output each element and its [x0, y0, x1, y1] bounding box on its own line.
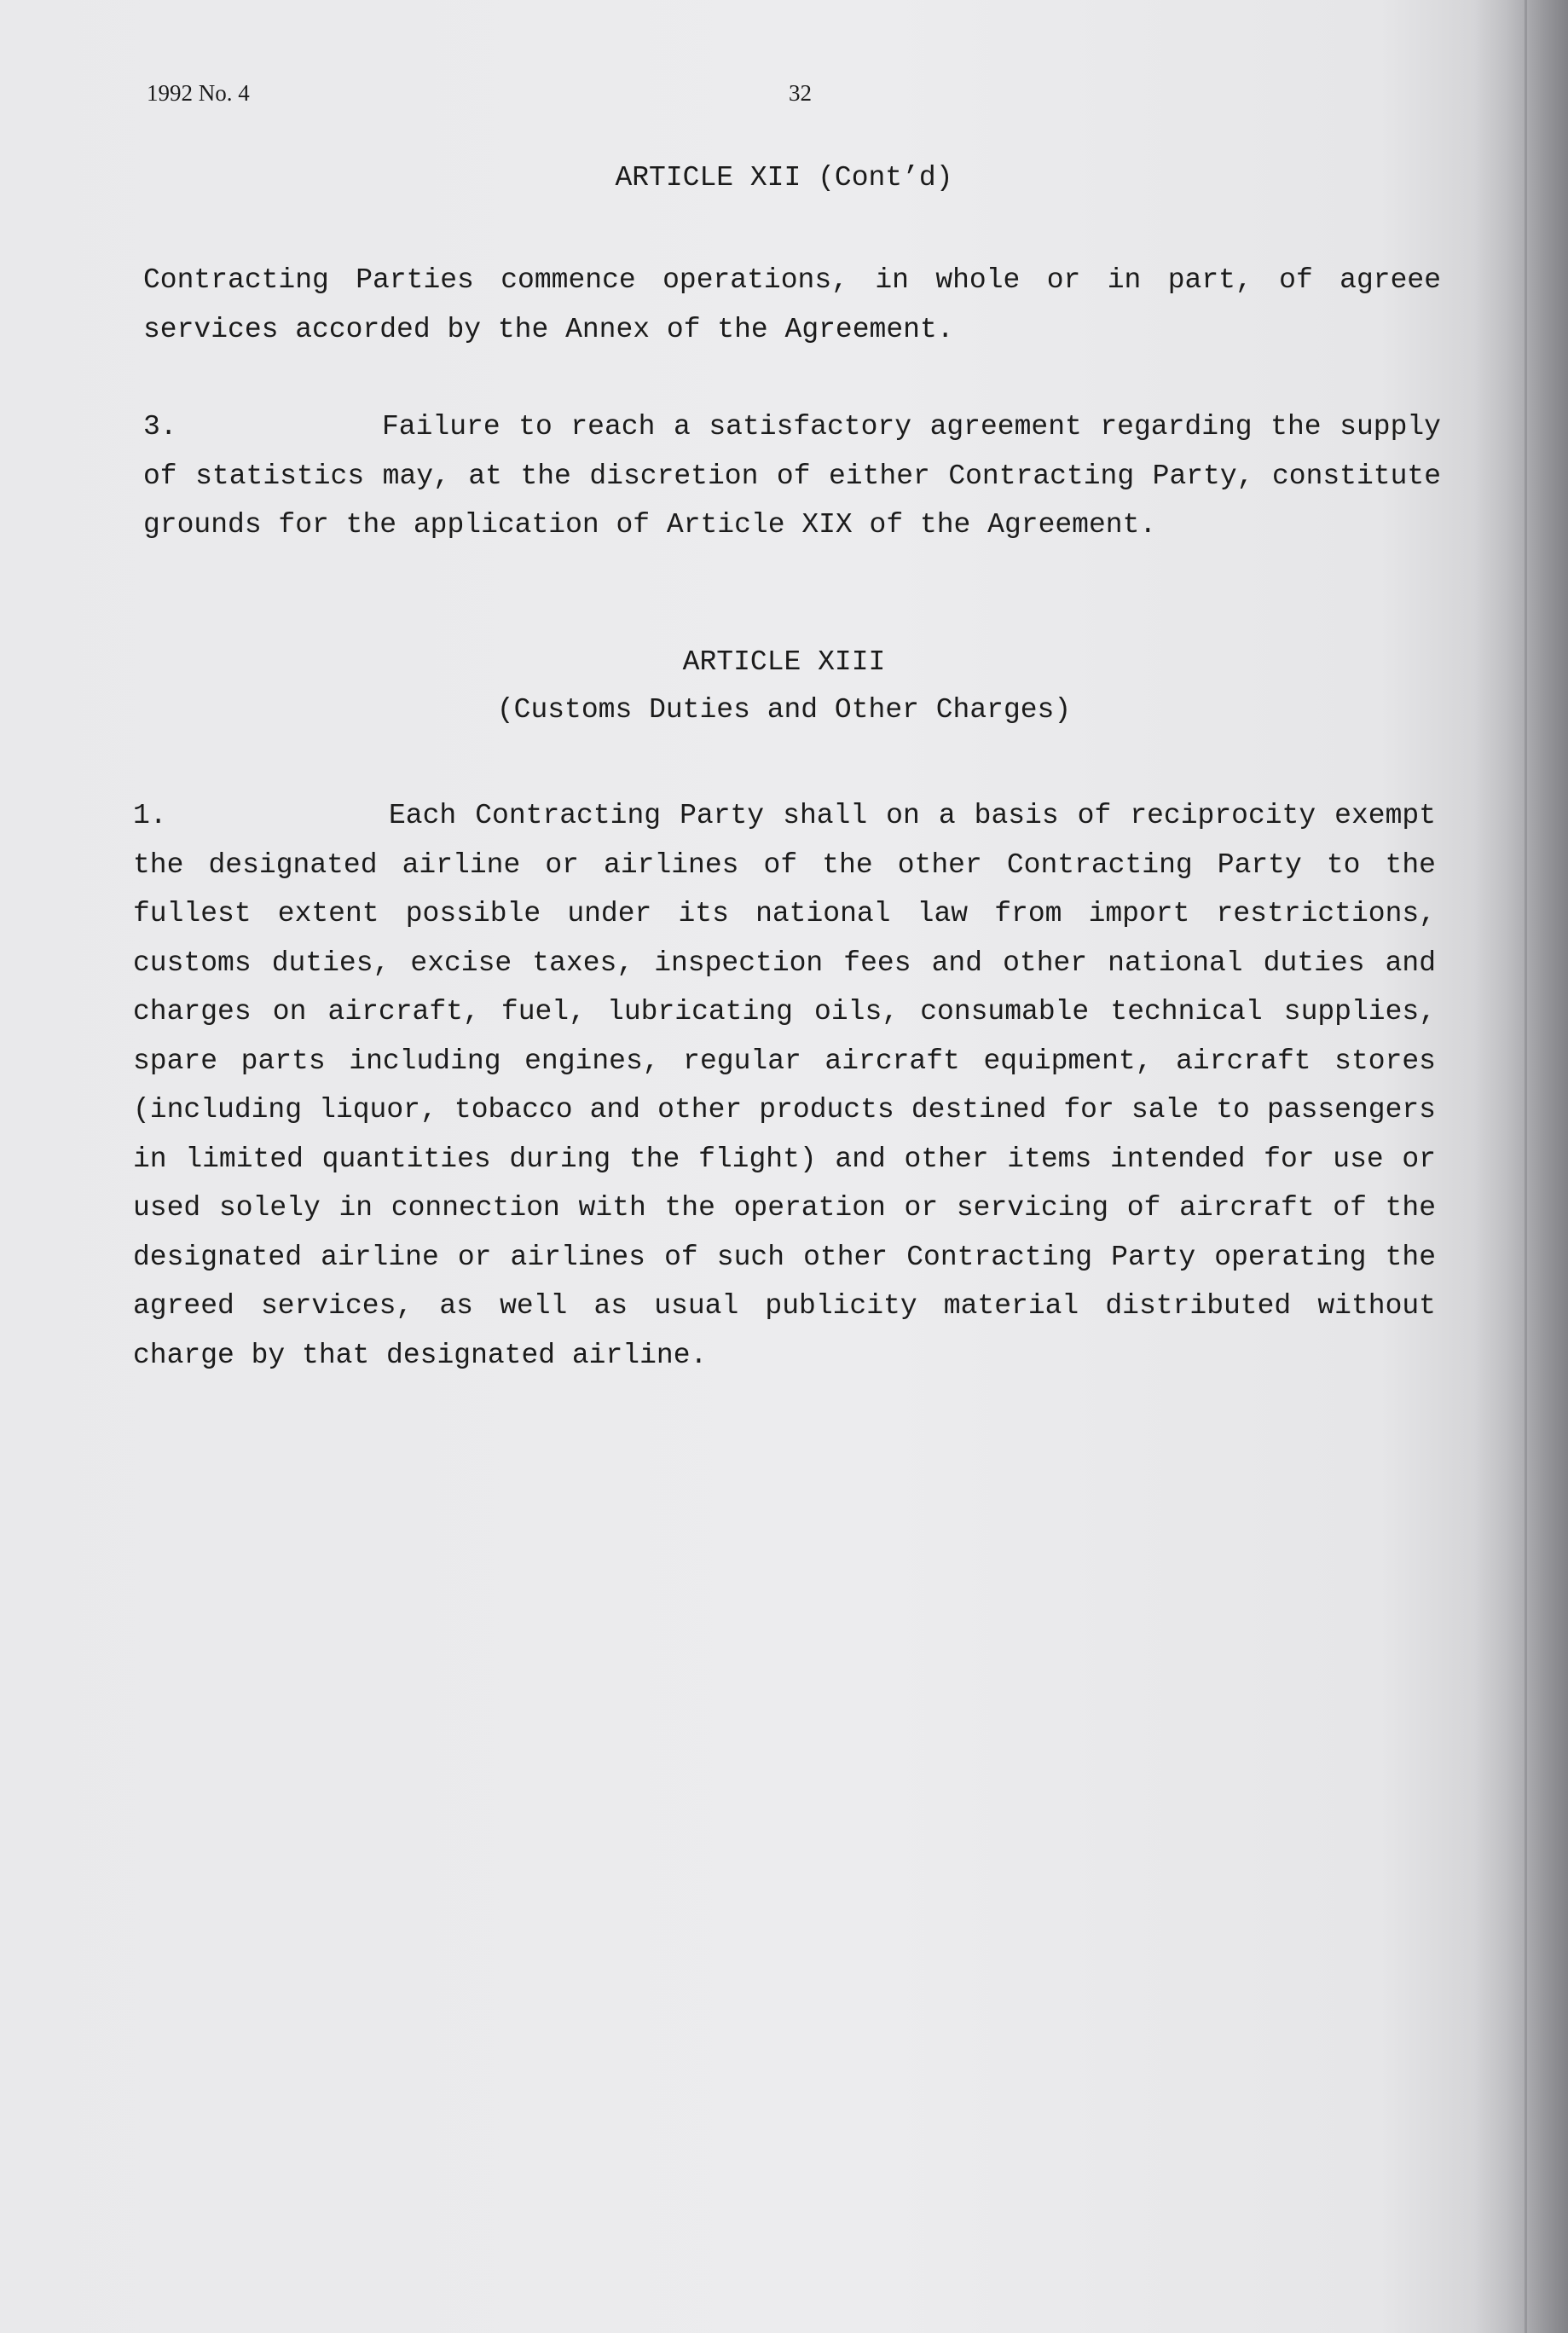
article-xiii-heading: ARTICLE XIII: [682, 646, 886, 678]
article-xii-paragraph-3: [143, 402, 1441, 550]
article-xiii-subheading: (Customs Duties and Other Charges): [496, 694, 1072, 726]
document-reference: 1992 No. 4: [147, 80, 250, 106]
paragraph-text: Failure to reach a satisfactory agreement regarding the supply of statistics may, at the discretion of either Contracting Party, constitute grounds for the application of Article XIX of the Agreement.: [143, 411, 1441, 541]
article-xii-continuation-paragraph: [143, 256, 1441, 354]
article-xii-heading: ARTICLE XII (Cont’d): [615, 162, 953, 194]
paragraph-number: 1.: [133, 800, 167, 831]
paragraph-number: 3.: [143, 411, 177, 443]
continuation-text: Contracting Parties commence operations, in whole or in part, of agreee services accorded by the Annex of the Agreement.: [143, 264, 1441, 345]
binding-shadow: [1474, 0, 1568, 2333]
article-xiii-paragraph-1: [133, 791, 1436, 1380]
page-number: 32: [789, 80, 812, 106]
paragraph-text: Each Contracting Party shall on a basis of reciprocity exempt the designated airline or airlines of the other Contracting Party to the fullest extent possible under its national law from import restrictions, customs duties, excise taxes, inspection fees and other national duties and charges on aircraft, fuel, lubricating oils, consumable technical supplies, spare parts including engines, regular aircraft equipment, aircraft stores (including liquor, tobacco and other products destined for sale to passengers in limited quantities during the flight) and other items intended for use or used solely in connection with the operation or servicing of aircraft of the designated airline or airlines of such other Contracting Party operating the agreed services, as well as usual publicity material distributed without charge by that designated airline.: [133, 800, 1436, 1371]
